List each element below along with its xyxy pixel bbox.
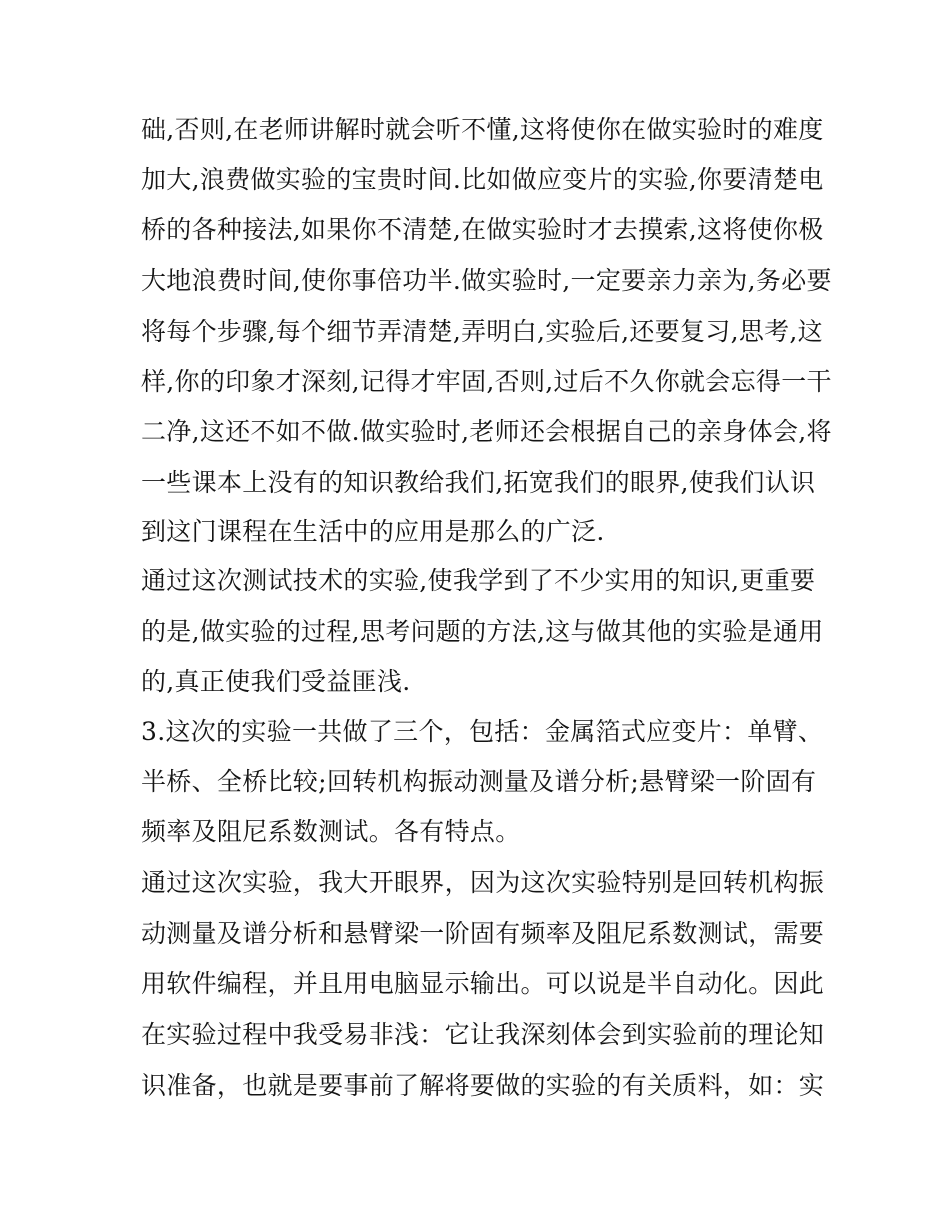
text-line: 础,否则,在老师讲解时就会听不懂,这将使你在做实验时的难度 <box>141 115 824 144</box>
text-line: 3.这次的实验一共做了三个，包括：金属箔式应变片：单臂、 <box>141 717 824 746</box>
text-line: 样,你的印象才深刻,记得才牢固,否则,过后不久你就会忘得一干 <box>141 367 832 396</box>
text-line: 二净,这还不如不做.做实验时,老师还会根据自己的亲身体会,将 <box>141 417 832 446</box>
text-line: 的是,做实验的过程,思考问题的方法,这与做其他的实验是通用 <box>141 617 824 646</box>
text-line: 动测量及谱分析和悬臂梁一阶固有频率及阻尼系数测试，需要 <box>141 919 825 948</box>
text-line: 的,真正使我们受益匪浅. <box>141 667 411 696</box>
text-line: 桥的各种接法,如果你不清楚,在做实验时才去摸索,这将使你极 <box>141 215 824 244</box>
text-line: 识准备，也就是要事前了解将要做的实验的有关质料，如：实 <box>141 1071 825 1100</box>
text-line: 加大,浪费做实验的宝贵时间.比如做应变片的实验,你要清楚电 <box>141 165 824 194</box>
text-line: 通过这次实验，我大开眼界，因为这次实验特别是回转机构振 <box>141 868 825 897</box>
text-line: 用软件编程，并且用电脑显示输出。可以说是半自动化。因此 <box>141 969 825 998</box>
text-line: 一些课本上没有的知识教给我们,拓宽我们的眼界,使我们认识 <box>141 468 816 497</box>
text-line: 到这门课程在生活中的应用是那么的广泛. <box>141 517 605 546</box>
text-line: 频率及阻尼系数测试。各有特点。 <box>141 817 521 846</box>
text-line: 半桥、全桥比较;回转机构振动测量及谱分析;悬臂梁一阶固有 <box>141 767 817 796</box>
text-line: 将每个步骤,每个细节弄清楚,弄明白,实验后,还要复习,思考,这 <box>141 317 823 346</box>
text-line: 在实验过程中我受易非浅：它让我深刻体会到实验前的理论知 <box>141 1020 825 1049</box>
text-line: 通过这次测试技术的实验,使我学到了不少实用的知识,更重要 <box>141 566 816 595</box>
text-line: 大地浪费时间,使你事倍功半.做实验时,一定要亲力亲为,务必要 <box>141 266 832 295</box>
